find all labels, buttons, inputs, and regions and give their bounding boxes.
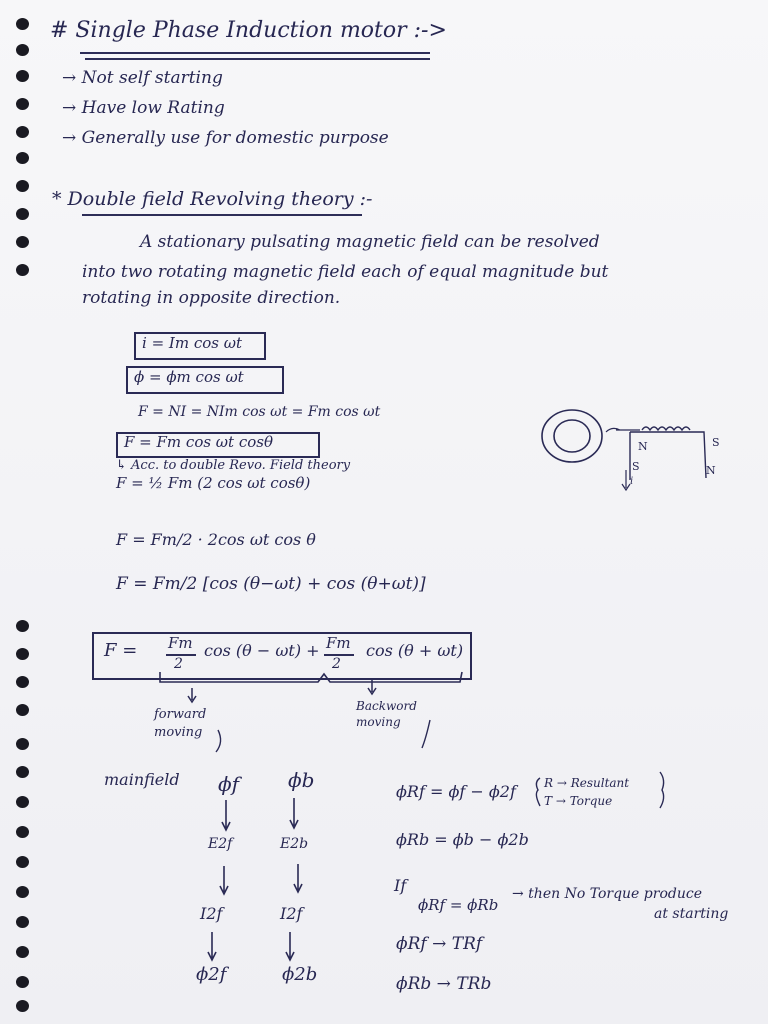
- binding-hole: [16, 946, 29, 958]
- equation-current: i = Im cos ωt: [142, 334, 242, 352]
- pole-label-n: N: [706, 464, 716, 477]
- final-term-backward: cos (θ + ωt): [366, 641, 464, 660]
- flow-node: ϕf: [218, 772, 240, 796]
- binding-hole: [16, 704, 29, 716]
- equation-2cos: F = Fm/2 · 2cos ωt cos θ: [116, 530, 316, 549]
- note-torque: T → Torque: [544, 794, 613, 808]
- binding-hole: [16, 916, 29, 928]
- title-underline: [80, 52, 430, 54]
- note-resultant: R → Resultant: [544, 776, 630, 790]
- bullet-item: → Not self starting: [62, 68, 223, 88]
- theory-note: ↳ Acc. to double Revo. Field theory: [116, 458, 351, 473]
- relation-torque-backward: ϕRb → TRb: [396, 974, 492, 994]
- equation-mmf-boxed: F = Fm cos ωt cosθ: [124, 433, 273, 451]
- binding-hole: [16, 648, 29, 660]
- equation-mmf: F = NI = NIm cos ωt = Fm cos ωt: [138, 404, 381, 420]
- page-title: # Single Phase Induction motor :->: [50, 18, 447, 43]
- binding-hole: [16, 44, 29, 56]
- relation-torque-forward: ϕRf → TRf: [396, 934, 483, 954]
- if-label: If: [394, 876, 407, 895]
- binding-hole: [16, 796, 29, 808]
- flow-node: I2f: [200, 904, 223, 923]
- final-fraction-num: Fm: [326, 634, 351, 652]
- binding-hole: [16, 236, 29, 248]
- final-fraction-den: 2: [332, 656, 341, 672]
- title-underline: [85, 58, 430, 60]
- binding-hole: [16, 70, 29, 82]
- arrow-down: [188, 688, 196, 702]
- pole-label-n: N: [638, 440, 648, 453]
- final-term-forward: cos (θ − ωt) +: [204, 641, 320, 660]
- flow-node: E2f: [208, 836, 233, 852]
- binding-hole: [16, 620, 29, 632]
- equation-flux: ϕ = ϕm cos ωt: [134, 368, 244, 386]
- binding-hole: [16, 264, 29, 276]
- equation-expanded: F = Fm/2 [cos (θ−ωt) + cos (θ+ωt)]: [116, 574, 426, 594]
- backward-label: Backword moving: [356, 699, 417, 729]
- no-torque-note: at starting: [654, 906, 729, 922]
- relation-equal: ϕRf = ϕRb: [418, 896, 499, 914]
- rotor-circle: [554, 420, 590, 452]
- binding-hole: [16, 856, 29, 868]
- flow-node: ϕb: [288, 768, 315, 792]
- binding-hole: [16, 738, 29, 750]
- flow-node: I2f: [280, 904, 303, 923]
- paragraph-line: A stationary pulsating magnetic field can be resolved: [140, 232, 600, 252]
- binding-hole: [16, 1000, 29, 1012]
- binding-hole: [16, 208, 29, 220]
- section-heading: * Double field Revolving theory :-: [52, 188, 373, 210]
- bullet-item: → Generally use for domestic purpose: [62, 128, 389, 148]
- final-fraction-num: Fm: [168, 634, 193, 652]
- flow-node: ϕ2b: [282, 964, 318, 985]
- heading-underline: [82, 214, 362, 216]
- binding-hole: [16, 886, 29, 898]
- no-torque-note: → then No Torque produce: [512, 886, 702, 902]
- paragraph-line: rotating in opposite direction.: [82, 288, 341, 308]
- binding-hole: [16, 676, 29, 688]
- pole-label-s: S: [712, 436, 720, 449]
- binding-hole: [16, 826, 29, 838]
- relation-resultant-backward: ϕRb = ϕb − ϕ2b: [396, 830, 529, 849]
- coil-winding: [642, 427, 690, 430]
- final-equation-lhs: F =: [104, 640, 138, 661]
- binding-hole: [16, 98, 29, 110]
- forward-label: forward moving: [154, 707, 207, 740]
- paragraph-line: into two rotating magnetic field each of equal magnitude but: [82, 262, 609, 282]
- flow-node: E2b: [280, 836, 309, 852]
- bullet-item: → Have low Rating: [62, 98, 225, 118]
- stator-circle: [542, 410, 602, 462]
- arrow-down: [368, 680, 376, 694]
- binding-hole: [16, 180, 29, 192]
- binding-hole: [16, 18, 29, 30]
- binding-hole: [16, 766, 29, 778]
- relation-resultant-forward: ϕRf = ϕf − ϕ2f: [396, 782, 516, 801]
- binding-hole: [16, 976, 29, 988]
- current-label: i: [630, 476, 634, 487]
- binding-hole: [16, 126, 29, 138]
- pole-label-s: S: [632, 460, 640, 473]
- equation-half: F = ½ Fm (2 cos ωt cosθ): [116, 474, 311, 492]
- final-fraction-den: 2: [174, 656, 183, 672]
- binding-hole: [16, 152, 29, 164]
- mainfield-label: mainfield: [104, 770, 180, 789]
- flow-node: ϕ2f: [196, 964, 227, 985]
